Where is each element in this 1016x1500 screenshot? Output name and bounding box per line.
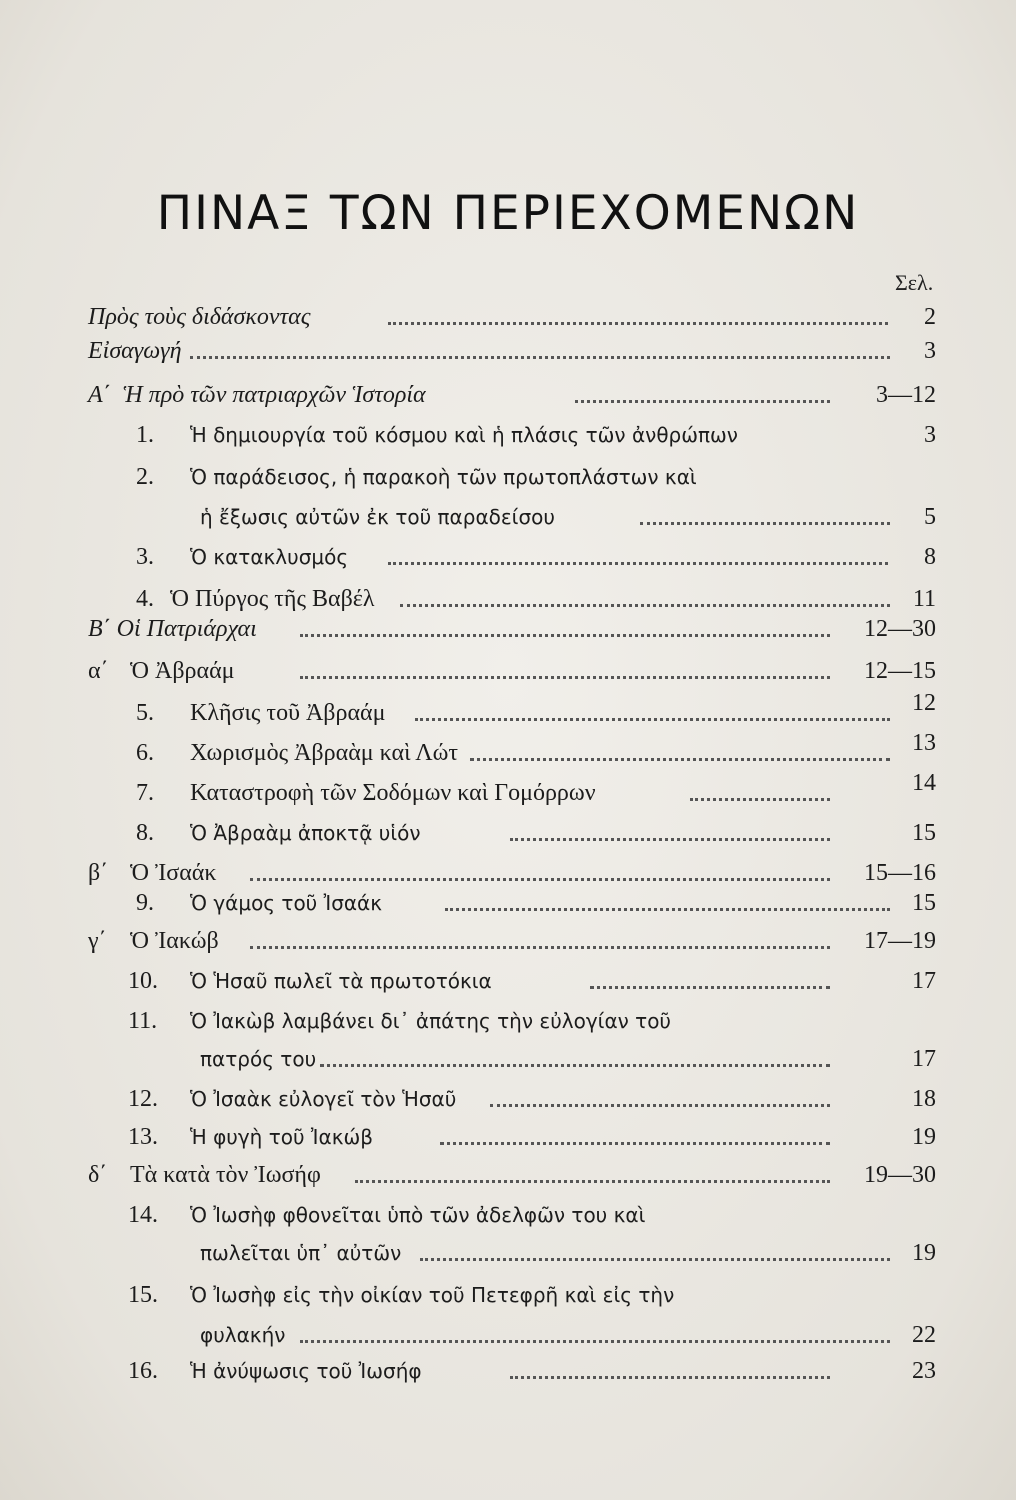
toc-entry-text: Ἡ δημιουργία τοῦ κόσμου καὶ ἡ πλάσις τῶν ἀνθρώπων <box>190 423 738 447</box>
toc-row <box>0 730 1016 770</box>
toc-entry-text: Ὁ Πύργος τῆς Βαβέλ <box>170 586 375 612</box>
toc-row <box>0 582 1016 616</box>
toc-page-number: 17 <box>912 968 936 994</box>
leader-dots <box>190 344 890 359</box>
leader-dots <box>640 510 890 525</box>
toc-page-number: 17 <box>912 1046 936 1072</box>
toc-row <box>0 418 1016 452</box>
toc-row <box>0 1318 1016 1352</box>
toc-entry-text: Κλῆσις τοῦ Ἀβραάμ <box>190 700 386 726</box>
toc-entry-number: 11. <box>128 1008 158 1034</box>
leader-dots <box>400 592 890 607</box>
toc-entry-number: 6. <box>136 740 154 766</box>
leader-dots <box>490 1092 830 1107</box>
toc-entry-text: Τὰ κατὰ τὸν Ἰωσήφ <box>130 1162 321 1188</box>
toc-entry-number: 15. <box>128 1282 158 1308</box>
toc-entry-text: Ὁ Ἡσαῦ πωλεῖ τὰ πρωτοτόκια <box>190 969 492 993</box>
toc-entry-text: Ἡ πρὸ τῶν πατριαρχῶν Ἱστορία <box>123 382 426 408</box>
leader-dots <box>300 664 830 679</box>
toc-entry-text: Ὁ Ἰωσὴφ εἰς τὴν οἰκίαν τοῦ Πετεφρῆ καὶ εἰς τὴν <box>190 1283 675 1307</box>
leader-dots <box>300 622 830 637</box>
toc-page-number: 5 <box>924 504 936 530</box>
toc-entry-text: Ὁ Ἀβραάμ <box>130 658 235 684</box>
toc-entry-text: Ἡ φυγὴ τοῦ Ἰακώβ <box>190 1125 373 1149</box>
toc-page-number: 18 <box>912 1086 936 1112</box>
leader-dots <box>690 786 830 801</box>
toc-row <box>0 1042 1016 1076</box>
page-column-header: Σελ. <box>895 270 934 295</box>
leader-dots <box>250 866 830 881</box>
toc-entry-text: Β΄ Οἱ Πατριάρχαι <box>88 616 257 642</box>
toc-entry-number: 10. <box>128 968 158 994</box>
toc-subsection-letter: β΄ <box>88 860 109 886</box>
toc-entry-text: Καταστροφὴ τῶν Σοδόμων καὶ Γομόρρων <box>190 780 596 806</box>
toc-row <box>0 1278 1016 1312</box>
toc-entry-text: Εἰσαγωγή <box>88 338 182 364</box>
toc-entry-number: 3. <box>136 544 154 570</box>
toc-entry-text: Ὁ Ἰωσὴφ φθονεῖται ὑπὸ τῶν ἀδελφῶν του καὶ <box>190 1203 646 1227</box>
page-title: ΠΙΝΑΞ ΤΩΝ ΠΕΡΙΕΧΟΜΕΝΩΝ <box>156 186 860 241</box>
toc-entry-text: Ἡ ἀνύψωσις τοῦ Ἰωσήφ <box>190 1359 422 1383</box>
toc-row <box>0 334 1016 368</box>
leader-dots <box>440 1130 830 1145</box>
leader-dots <box>388 550 888 565</box>
toc-row <box>0 1004 1016 1038</box>
toc-page-number: 12—15 <box>864 658 936 684</box>
toc-page-number: 19—30 <box>864 1162 936 1188</box>
toc-row <box>0 856 1016 890</box>
toc-entry-text: πατρός του <box>200 1047 317 1071</box>
toc-page-number: 3 <box>924 338 936 364</box>
toc-entry-number: 5. <box>136 700 154 726</box>
toc-entry-number: 2. <box>136 464 154 490</box>
leader-dots <box>445 896 890 911</box>
toc-entry-number: 14. <box>128 1202 158 1228</box>
toc-entry-text: Ὁ Ἰακὼβ λαμβάνει δι᾽ ἀπάτης τὴν εὐλογίαν τοῦ <box>190 1009 672 1033</box>
toc-row <box>0 924 1016 958</box>
toc-row <box>0 770 1016 810</box>
leader-dots <box>415 706 890 721</box>
toc-row <box>0 460 1016 494</box>
toc-entry-text: Πρὸς τοὺς διδάσκοντας <box>88 304 311 330</box>
toc-entry-number: 1. <box>136 422 154 448</box>
toc-section-number: Α΄ <box>88 382 111 408</box>
toc-page-number: 23 <box>912 1358 936 1384</box>
leader-dots <box>320 1052 830 1067</box>
toc-row <box>0 1158 1016 1192</box>
toc-entry-number: 13. <box>128 1124 158 1150</box>
toc-row <box>0 540 1016 574</box>
toc-page-number: 22 <box>912 1322 936 1348</box>
toc-row <box>0 378 1016 412</box>
toc-row <box>0 612 1016 646</box>
leader-dots <box>470 746 890 761</box>
leader-dots <box>250 934 830 949</box>
toc-entry-text: φυλακήν <box>200 1323 286 1347</box>
leader-dots <box>590 974 830 989</box>
toc-page-number: 19 <box>912 1124 936 1150</box>
toc-row <box>0 964 1016 998</box>
toc-row <box>0 690 1016 730</box>
leader-dots <box>420 1246 890 1261</box>
toc-entry-number: 16. <box>128 1358 158 1384</box>
toc-entry-text: Χωρισμὸς Ἀβραὰμ καὶ Λώτ <box>190 740 459 766</box>
toc-entry-number: 9. <box>136 890 154 916</box>
toc-page-number: 3 <box>924 422 936 448</box>
toc-entry-text: Ὁ γάμος τοῦ Ἰσαάκ <box>190 891 383 915</box>
toc-entry-number: 4. <box>136 586 154 612</box>
toc-entry-number: 7. <box>136 780 154 806</box>
toc-subsection-letter: α΄ <box>88 658 109 684</box>
toc-entry-text: Ὁ Ἰσαάκ <box>130 860 217 886</box>
toc-entry-text: Ὁ κατακλυσμός <box>190 545 349 569</box>
leader-dots <box>355 1168 830 1183</box>
toc-row <box>0 1236 1016 1270</box>
toc-row <box>0 1082 1016 1116</box>
toc-page-number: 15 <box>912 890 936 916</box>
toc-row <box>0 300 1016 334</box>
toc-page-number: 3—12 <box>876 382 936 408</box>
toc-subsection-letter: γ΄ <box>88 928 107 954</box>
leader-dots <box>510 1364 830 1379</box>
toc-row <box>0 1120 1016 1154</box>
toc-page-number: 12 <box>912 690 936 716</box>
toc-entry-text: Ὁ Ἰακώβ <box>130 928 219 954</box>
toc-entry-text: Ὁ παράδεισος, ἡ παρακοὴ τῶν πρωτοπλάστων καὶ <box>190 465 697 489</box>
toc-page-number: 19 <box>912 1240 936 1266</box>
toc-entry-text: Ὁ Ἰσαὰκ εὐλογεῖ τὸν Ἡσαῦ <box>190 1087 457 1111</box>
toc-row <box>0 1354 1016 1388</box>
toc-row <box>0 1198 1016 1232</box>
toc-row <box>0 886 1016 920</box>
toc-entry-number: 8. <box>136 820 154 846</box>
toc-page-number: 11 <box>912 586 936 612</box>
toc-row <box>0 500 1016 534</box>
toc-page-number: 15—16 <box>864 860 936 886</box>
toc-entry-text: Ὁ Ἀβραὰμ ἀποκτᾷ υἱόν <box>190 821 421 845</box>
leader-dots <box>388 310 888 325</box>
leader-dots <box>300 1328 890 1343</box>
toc-row <box>0 654 1016 688</box>
toc-row <box>0 816 1016 850</box>
toc-entry-text: ἡ ἔξωσις αὐτῶν ἐκ τοῦ παραδείσου <box>200 505 555 529</box>
toc-page-number: 2 <box>924 304 936 330</box>
toc-page-number: 12—30 <box>864 616 936 642</box>
toc-page-number: 8 <box>924 544 936 570</box>
leader-dots <box>510 826 830 841</box>
toc-page-number: 17—19 <box>864 928 936 954</box>
toc-entry-number: 12. <box>128 1086 158 1112</box>
toc-subsection-letter: δ΄ <box>88 1162 108 1188</box>
toc-entry-text: πωλεῖται ὑπ᾽ αὐτῶν <box>200 1241 402 1265</box>
toc-page-number: 14 <box>912 770 936 796</box>
toc-page-number: 15 <box>912 820 936 846</box>
leader-dots <box>575 388 830 403</box>
toc-page-number: 13 <box>912 730 936 756</box>
